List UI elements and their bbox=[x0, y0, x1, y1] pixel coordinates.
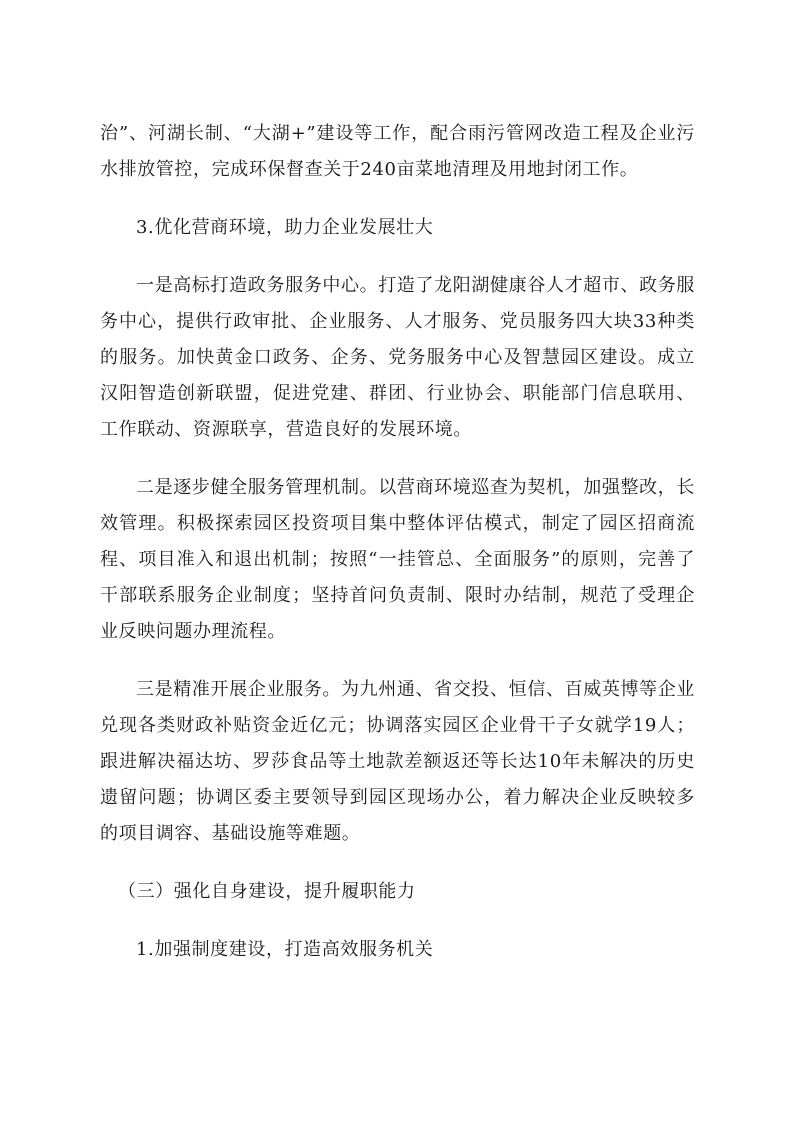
paragraph-continuation: 治”、河湖长制、“大湖+”建设等工作，配合雨污管网改造工程及企业污水排放管控，完成环保督查关于240亩菜地清理及用地封闭工作。 bbox=[100, 123, 695, 180]
section-heading-self-building: （三）强化自身建设，提升履职能力 bbox=[118, 881, 416, 902]
subheading-optimize-business-environment: 3.优化营商环境，助力企业发展壮大 bbox=[136, 217, 434, 238]
subheading-system-building: 1.加强制度建设，打造高效服务机关 bbox=[136, 939, 434, 960]
paragraph-enterprise-service: 三是精准开展企业服务。为九州通、省交投、恒信、百威英博等企业兑现各类财政补贴资金近亿元；协调落实园区企业骨干子女就学19人；跟进解决福达坊、罗莎食品等土地款差额返还等长达10年未解决的历史遗留问题；协调区委主要领导到园区现场办公，着力解决企业反映较多的项目调容、基础设施等难题。 bbox=[100, 679, 695, 844]
document-body bbox=[100, 116, 695, 990]
paragraph-service-center: 一是高标打造政务服务中心。打造了龙阳湖健康谷人才超市、政务服务中心，提供行政审批、企业服务、人才服务、党员服务四大块33种类的服务。加快黄金口政务、企务、党务服务中心及智慧园区建设。成立汉阳智造创新联盟，促进党建、群团、行业协会、职能部门信息联用、工作联动、资源联享，营造良好的发展环境。 bbox=[100, 275, 695, 440]
paragraph-service-mechanism: 二是逐步健全服务管理机制。以营商环境巡查为契机，加强整改，长效管理。积极探索园区投资项目集中整体评估模式，制定了园区招商流程、项目准入和退出机制；按照“一挂管总、全面服务”的原则，完善了干部联系服务企业制度；坚持首问负责制、限时办结制，规范了受理企业反映问题办理流程。 bbox=[100, 477, 695, 642]
